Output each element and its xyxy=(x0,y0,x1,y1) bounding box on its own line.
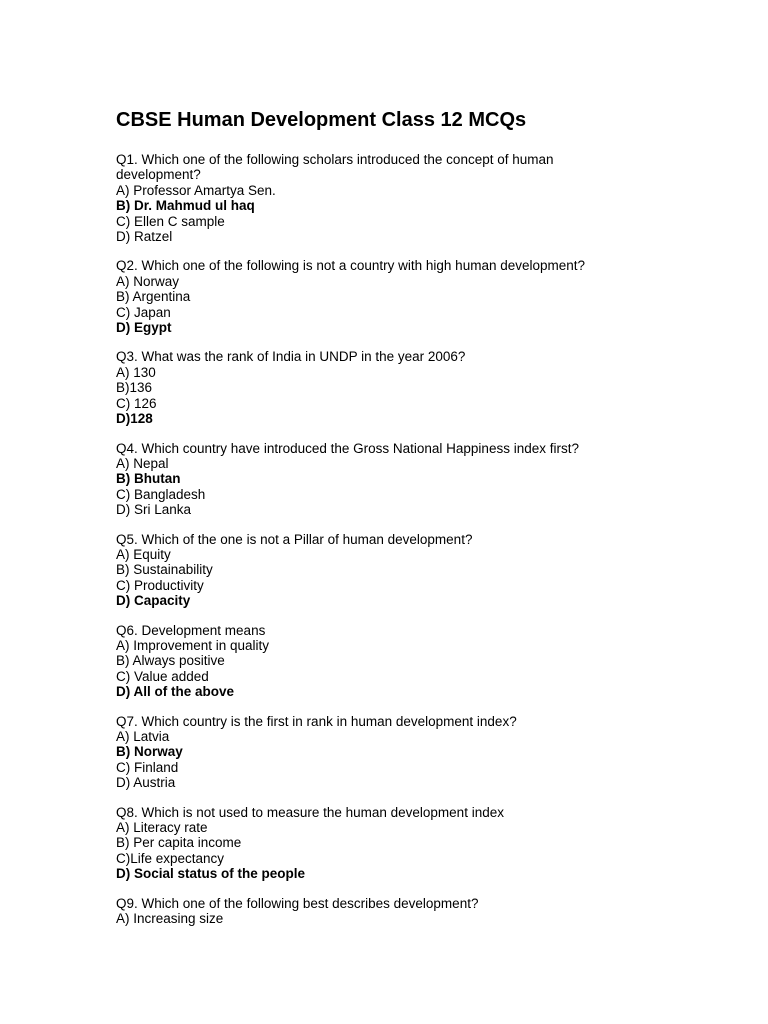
question-text: Q8. Which is not used to measure the human development index xyxy=(116,804,504,820)
answer-option: A) 130 xyxy=(116,364,156,380)
answer-option: B) Sustainability xyxy=(116,562,213,578)
question-block xyxy=(116,714,736,791)
answer-option: C) Japan xyxy=(116,304,171,320)
correct-answer-option: D)128 xyxy=(116,411,153,427)
correct-answer-option: D) Social status of the people xyxy=(116,866,306,882)
answer-option: A) Nepal xyxy=(116,455,169,471)
question-block xyxy=(116,349,736,426)
question-text: Q2. Which one of the following is not a country with high human development? xyxy=(116,258,586,274)
question-block xyxy=(116,258,736,335)
answer-option: A) Equity xyxy=(116,546,171,562)
document-page xyxy=(116,106,736,940)
answer-option: D) Ratzel xyxy=(116,229,173,245)
answer-option: C) Value added xyxy=(116,668,209,684)
page-title: CBSE Human Development Class 12 MCQs xyxy=(116,109,527,131)
question-block xyxy=(116,623,736,700)
answer-option: A) Professor Amartya Sen. xyxy=(116,182,276,198)
correct-answer-option: B) Bhutan xyxy=(116,471,181,487)
answer-option: C) Finland xyxy=(116,759,179,775)
answer-option: A) Literacy rate xyxy=(116,820,208,836)
correct-answer-option: D) Egypt xyxy=(116,320,172,336)
correct-answer-option: B) Dr. Mahmud ul haq xyxy=(116,198,255,214)
answer-option: B) Per capita income xyxy=(116,835,242,851)
correct-answer-option: B) Norway xyxy=(116,744,183,760)
answer-option: C)Life expectancy xyxy=(116,850,225,866)
question-list xyxy=(116,152,736,926)
question-text: Q7. Which country is the first in rank in human development index? xyxy=(116,713,517,729)
question-block xyxy=(116,805,736,882)
answer-option: C) Bangladesh xyxy=(116,486,206,502)
question-text: Q3. What was the rank of India in UNDP in the year 2006? xyxy=(116,349,466,365)
answer-option: B) Always positive xyxy=(116,653,225,669)
question-text: Q9. Which one of the following best describes development? xyxy=(116,895,479,911)
question-text: Q6. Development means xyxy=(116,622,266,638)
answer-option: A) Improvement in quality xyxy=(116,637,270,653)
question-text: Q4. Which country have introduced the Gross National Happiness index first? xyxy=(116,440,579,456)
answer-option: C) 126 xyxy=(116,395,157,411)
answer-option: D) Austria xyxy=(116,775,176,791)
correct-answer-option: D) All of the above xyxy=(116,684,235,700)
answer-option: A) Increasing size xyxy=(116,911,224,927)
answer-option: C) Productivity xyxy=(116,577,204,593)
answer-option: C) Ellen C sample xyxy=(116,213,225,229)
answer-option: B) Argentina xyxy=(116,289,191,305)
question-block xyxy=(116,896,736,927)
answer-option: A) Latvia xyxy=(116,729,170,744)
question-block xyxy=(116,532,736,609)
answer-option: D) Sri Lanka xyxy=(116,502,192,518)
question-text: Q1. Which one of the following scholars introduced the concept of human development? xyxy=(116,152,554,183)
question-block xyxy=(116,152,736,244)
question-block xyxy=(116,441,736,518)
question-text: Q5. Which of the one is not a Pillar of human development? xyxy=(116,531,473,547)
answer-option: B)136 xyxy=(116,380,153,396)
correct-answer-option: D) Capacity xyxy=(116,593,191,609)
answer-option: A) Norway xyxy=(116,273,180,289)
